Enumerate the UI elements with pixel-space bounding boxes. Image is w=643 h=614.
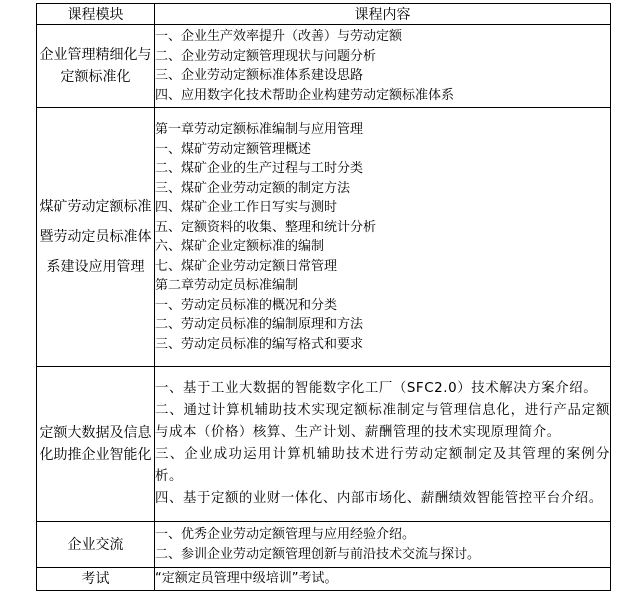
content-paragraph: 三、企业成功运用计算机辅助技术进行劳动定额制定及其管理的案例分析。 — [155, 447, 610, 484]
module-cell: 煤矿劳动定额标准暨劳动定员标准体系建设应用管理 — [37, 108, 155, 367]
content-line: 一、优秀企业劳动定额管理与应用经验介绍。 — [155, 527, 416, 542]
content-line: 二、参训企业劳动定额管理创新与前沿技术交流与探讨。 — [155, 546, 481, 562]
module-cell: 考试 — [37, 568, 155, 591]
content-line: “定额定员管理中级培训”考试。 — [155, 571, 338, 587]
content-line: 一、劳动定员标准的概况和分类 — [155, 297, 338, 313]
header-row — [37, 4, 611, 25]
content-cell — [155, 522, 611, 568]
content-cell — [155, 25, 611, 108]
content-line: 一、煤矿劳动定额管理概述 — [155, 141, 312, 157]
content-line: 五、定额资料的收集、整理和统计分析 — [155, 219, 377, 235]
content-line: 一、企业生产效率提升（改善）与劳动定额 — [155, 29, 403, 44]
content-line: 三、劳动定员标准的编写格式和要求 — [155, 336, 364, 352]
content-line: 二、劳动定员标准的编制原理和方法 — [155, 317, 364, 332]
content-line: 七、煤矿企业劳动定额日常管理 — [155, 258, 338, 274]
content-line: 三、企业劳动定额标准体系建设思路 — [155, 68, 364, 83]
content-line: 二、煤矿企业的生产过程与工时分类 — [155, 161, 364, 176]
table-row — [37, 108, 611, 367]
table-row — [37, 568, 611, 591]
table-row — [37, 367, 611, 522]
content-cell — [155, 108, 611, 367]
content-paragraph: 一、基于工业大数据的智能数字化工厂（SFC2.0）技术解决方案介绍。 — [155, 381, 598, 396]
header-content: 课程内容 — [155, 4, 611, 25]
content-cell — [155, 568, 611, 591]
module-cell: 企业交流 — [37, 522, 155, 568]
content-paragraph: 四、基于定额的业财一体化、内部市场化、薪酬绩效智能管控平台介绍。 — [155, 491, 603, 506]
content-line: 第一章劳动定额标准编制与应用管理 — [155, 122, 364, 137]
table-row — [37, 522, 611, 568]
content-paragraph: 二、通过计算机辅助技术实现定额标准制定与管理信息化，进行产品定额与成本（价格）核算、生产计划、薪酬管理的技术实现原理简介。 — [155, 403, 610, 440]
content-line: 三、煤矿企业劳动定额的制定方法 — [155, 180, 351, 196]
table-row — [37, 25, 611, 108]
content-line: 六、煤矿企业定额标准的编制 — [155, 239, 325, 254]
content-line: 第二章劳动定员标准编制 — [155, 278, 299, 293]
module-cell: 企业管理精细化与定额标准化 — [37, 25, 155, 108]
module-cell: 定额大数据及信息化助推企业智能化 — [37, 367, 155, 522]
content-line: 四、煤矿企业工作日写实与测时 — [155, 200, 338, 215]
content-line: 二、企业劳动定额管理现状与问题分析 — [155, 48, 377, 64]
content-cell — [155, 367, 611, 522]
course-table — [36, 3, 611, 591]
content-line: 四、应用数字化技术帮助企业构建劳动定额标准体系 — [155, 87, 455, 103]
header-module: 课程模块 — [37, 4, 155, 25]
